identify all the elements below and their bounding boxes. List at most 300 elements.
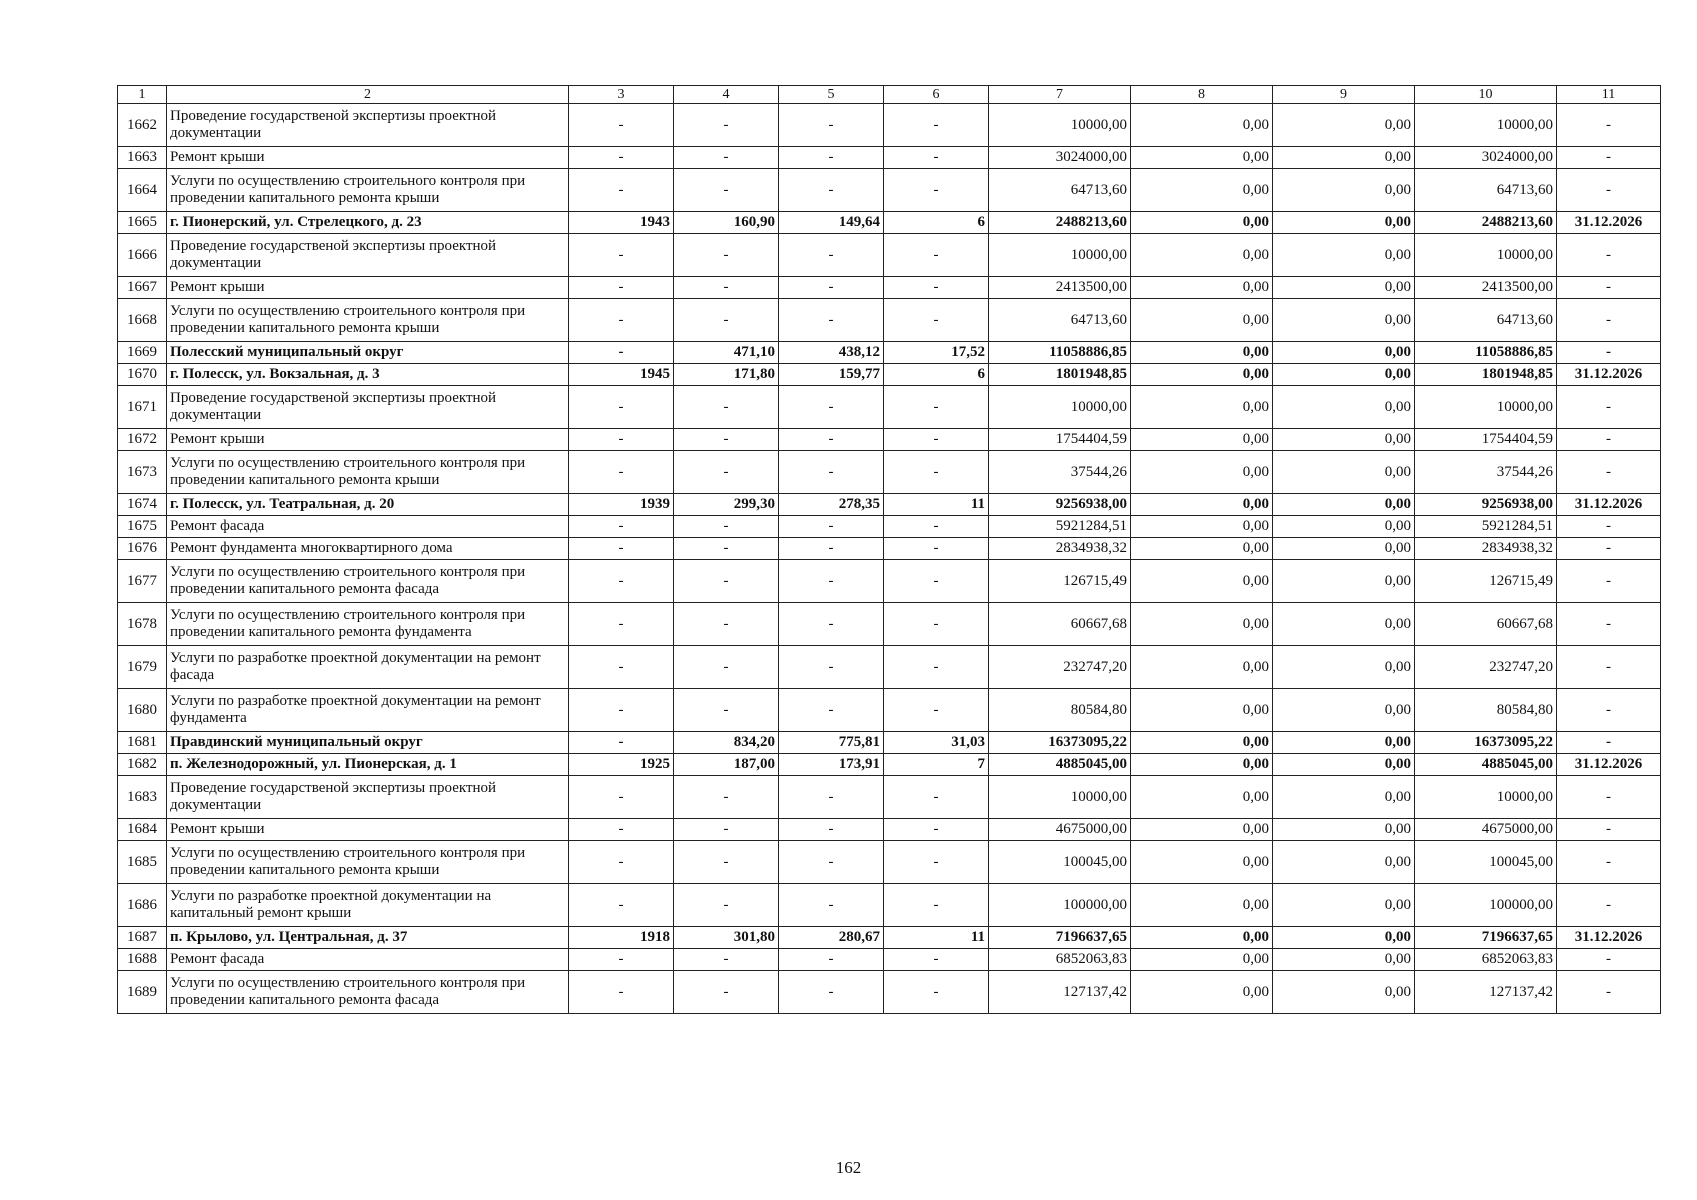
row-year: -	[569, 646, 674, 689]
row-total-cost: 4885045,00	[989, 754, 1131, 776]
row-name: Правдинский муниципальный округ	[167, 732, 569, 754]
row-name: Ремонт крыши	[167, 277, 569, 299]
row-count: -	[884, 884, 989, 927]
row-year: -	[569, 949, 674, 971]
row-count: -	[884, 646, 989, 689]
row-year: -	[569, 234, 674, 277]
row-cost-local: 5921284,51	[1415, 516, 1557, 538]
row-total-cost: 232747,20	[989, 646, 1131, 689]
works-table	[117, 85, 1661, 1014]
row-cost-regional: 0,00	[1273, 971, 1415, 1014]
row-name: г. Полесск, ул. Театральная, д. 20	[167, 494, 569, 516]
table-row	[118, 451, 1661, 494]
row-cost-local: 64713,60	[1415, 169, 1557, 212]
table-row	[118, 927, 1661, 949]
row-cost-federal: 0,00	[1131, 212, 1273, 234]
row-area-total: 171,80	[674, 364, 779, 386]
row-cost-federal: 0,00	[1131, 299, 1273, 342]
row-deadline: -	[1557, 603, 1661, 646]
row-name: Ремонт крыши	[167, 819, 569, 841]
row-cost-regional: 0,00	[1273, 949, 1415, 971]
row-cost-regional: 0,00	[1273, 494, 1415, 516]
row-area-living: -	[779, 776, 884, 819]
row-area-living: -	[779, 841, 884, 884]
row-area-living: -	[779, 819, 884, 841]
row-area-living: -	[779, 147, 884, 169]
row-year: -	[569, 884, 674, 927]
header-cell: 8	[1131, 86, 1273, 104]
row-cost-regional: 0,00	[1273, 147, 1415, 169]
row-area-total: -	[674, 169, 779, 212]
row-number: 1689	[118, 971, 167, 1014]
row-cost-local: 4675000,00	[1415, 819, 1557, 841]
row-name: Проведение государственой экспертизы проектной документации	[167, 104, 569, 147]
row-cost-local: 9256938,00	[1415, 494, 1557, 516]
row-area-living: 159,77	[779, 364, 884, 386]
row-cost-local: 6852063,83	[1415, 949, 1557, 971]
row-deadline: -	[1557, 299, 1661, 342]
row-number: 1687	[118, 927, 167, 949]
row-cost-local: 1754404,59	[1415, 429, 1557, 451]
row-deadline: -	[1557, 429, 1661, 451]
row-cost-regional: 0,00	[1273, 754, 1415, 776]
row-name: Проведение государственой экспертизы проектной документации	[167, 386, 569, 429]
row-total-cost: 3024000,00	[989, 147, 1131, 169]
row-cost-federal: 0,00	[1131, 451, 1273, 494]
row-cost-federal: 0,00	[1131, 364, 1273, 386]
table-row	[118, 776, 1661, 819]
row-area-total: -	[674, 971, 779, 1014]
row-area-total: -	[674, 646, 779, 689]
row-year: -	[569, 104, 674, 147]
row-cost-regional: 0,00	[1273, 776, 1415, 819]
header-cell: 5	[779, 86, 884, 104]
row-count: -	[884, 689, 989, 732]
table-row	[118, 560, 1661, 603]
row-area-living: 278,35	[779, 494, 884, 516]
row-cost-federal: 0,00	[1131, 342, 1273, 364]
table-row	[118, 646, 1661, 689]
table-row	[118, 494, 1661, 516]
row-cost-regional: 0,00	[1273, 234, 1415, 277]
row-area-living: -	[779, 884, 884, 927]
table-row	[118, 364, 1661, 386]
row-area-total: 301,80	[674, 927, 779, 949]
row-total-cost: 64713,60	[989, 169, 1131, 212]
row-total-cost: 37544,26	[989, 451, 1131, 494]
row-cost-regional: 0,00	[1273, 538, 1415, 560]
row-area-total: -	[674, 538, 779, 560]
row-area-total: -	[674, 299, 779, 342]
row-count: -	[884, 386, 989, 429]
row-area-total: 471,10	[674, 342, 779, 364]
row-count: -	[884, 169, 989, 212]
header-cell: 9	[1273, 86, 1415, 104]
row-area-living: -	[779, 386, 884, 429]
row-name: Ремонт крыши	[167, 429, 569, 451]
row-count: -	[884, 147, 989, 169]
row-cost-local: 126715,49	[1415, 560, 1557, 603]
row-cost-federal: 0,00	[1131, 516, 1273, 538]
row-area-total: -	[674, 689, 779, 732]
row-count: -	[884, 516, 989, 538]
row-cost-federal: 0,00	[1131, 776, 1273, 819]
row-cost-federal: 0,00	[1131, 971, 1273, 1014]
row-deadline: -	[1557, 147, 1661, 169]
row-total-cost: 9256938,00	[989, 494, 1131, 516]
table-row	[118, 429, 1661, 451]
row-name: Ремонт фасада	[167, 949, 569, 971]
row-deadline: -	[1557, 538, 1661, 560]
row-total-cost: 5921284,51	[989, 516, 1131, 538]
row-area-living: -	[779, 646, 884, 689]
row-count: -	[884, 234, 989, 277]
row-deadline: 31.12.2026	[1557, 212, 1661, 234]
row-cost-local: 232747,20	[1415, 646, 1557, 689]
row-year: -	[569, 516, 674, 538]
row-year: -	[569, 386, 674, 429]
table-row	[118, 971, 1661, 1014]
row-area-living: -	[779, 538, 884, 560]
row-deadline: -	[1557, 516, 1661, 538]
row-area-total: -	[674, 560, 779, 603]
row-name: Проведение государственой экспертизы проектной документации	[167, 234, 569, 277]
row-year: -	[569, 299, 674, 342]
header-cell: 3	[569, 86, 674, 104]
row-area-living: 280,67	[779, 927, 884, 949]
row-cost-regional: 0,00	[1273, 212, 1415, 234]
row-area-total: -	[674, 776, 779, 819]
row-area-living: 775,81	[779, 732, 884, 754]
row-cost-federal: 0,00	[1131, 234, 1273, 277]
row-year: -	[569, 429, 674, 451]
row-cost-regional: 0,00	[1273, 342, 1415, 364]
row-number: 1682	[118, 754, 167, 776]
row-year: -	[569, 689, 674, 732]
row-year: -	[569, 147, 674, 169]
row-name: Услуги по осуществлению строительного контроля при проведении капитального ремонта крыши	[167, 169, 569, 212]
table-row	[118, 386, 1661, 429]
row-area-total: -	[674, 819, 779, 841]
row-year: -	[569, 342, 674, 364]
column-number-header	[118, 86, 1661, 104]
row-number: 1664	[118, 169, 167, 212]
row-cost-regional: 0,00	[1273, 841, 1415, 884]
row-number: 1683	[118, 776, 167, 819]
header-cell: 10	[1415, 86, 1557, 104]
row-area-living: -	[779, 689, 884, 732]
row-area-living: -	[779, 949, 884, 971]
row-cost-federal: 0,00	[1131, 603, 1273, 646]
row-cost-regional: 0,00	[1273, 646, 1415, 689]
row-name: п. Железнодорожный, ул. Пионерская, д. 1	[167, 754, 569, 776]
row-area-living: -	[779, 299, 884, 342]
row-deadline: -	[1557, 819, 1661, 841]
row-cost-federal: 0,00	[1131, 429, 1273, 451]
row-cost-local: 3024000,00	[1415, 147, 1557, 169]
row-total-cost: 100045,00	[989, 841, 1131, 884]
row-cost-federal: 0,00	[1131, 646, 1273, 689]
row-area-living: -	[779, 104, 884, 147]
row-total-cost: 7196637,65	[989, 927, 1131, 949]
row-year: 1943	[569, 212, 674, 234]
row-total-cost: 11058886,85	[989, 342, 1131, 364]
table-row	[118, 603, 1661, 646]
table-row	[118, 949, 1661, 971]
row-deadline: 31.12.2026	[1557, 494, 1661, 516]
row-count: 17,52	[884, 342, 989, 364]
row-deadline: -	[1557, 646, 1661, 689]
row-total-cost: 10000,00	[989, 776, 1131, 819]
row-area-living: 149,64	[779, 212, 884, 234]
row-count: -	[884, 560, 989, 603]
row-name: Проведение государственой экспертизы проектной документации	[167, 776, 569, 819]
table-row	[118, 884, 1661, 927]
row-year: -	[569, 277, 674, 299]
row-number: 1672	[118, 429, 167, 451]
row-total-cost: 2834938,32	[989, 538, 1131, 560]
row-cost-federal: 0,00	[1131, 169, 1273, 212]
row-cost-federal: 0,00	[1131, 689, 1273, 732]
row-cost-regional: 0,00	[1273, 927, 1415, 949]
row-area-total: -	[674, 841, 779, 884]
row-count: -	[884, 603, 989, 646]
row-year: 1925	[569, 754, 674, 776]
row-area-living: -	[779, 560, 884, 603]
row-name: Услуги по осуществлению строительного контроля при проведении капитального ремонта крыши	[167, 299, 569, 342]
row-cost-local: 80584,80	[1415, 689, 1557, 732]
row-number: 1676	[118, 538, 167, 560]
row-count: -	[884, 949, 989, 971]
row-area-living: -	[779, 234, 884, 277]
row-cost-local: 11058886,85	[1415, 342, 1557, 364]
row-count: 7	[884, 754, 989, 776]
row-number: 1685	[118, 841, 167, 884]
table-row	[118, 754, 1661, 776]
row-cost-local: 1801948,85	[1415, 364, 1557, 386]
row-year: -	[569, 169, 674, 212]
row-total-cost: 2488213,60	[989, 212, 1131, 234]
row-area-living: -	[779, 429, 884, 451]
row-area-total: 834,20	[674, 732, 779, 754]
row-number: 1684	[118, 819, 167, 841]
row-area-living: -	[779, 169, 884, 212]
row-cost-local: 100000,00	[1415, 884, 1557, 927]
header-cell: 2	[167, 86, 569, 104]
row-name: г. Пионерский, ул. Стрелецкого, д. 23	[167, 212, 569, 234]
row-count: -	[884, 819, 989, 841]
header-cell: 11	[1557, 86, 1661, 104]
row-count: -	[884, 971, 989, 1014]
row-area-total: 160,90	[674, 212, 779, 234]
row-cost-regional: 0,00	[1273, 277, 1415, 299]
row-count: -	[884, 841, 989, 884]
row-cost-local: 100045,00	[1415, 841, 1557, 884]
row-deadline: -	[1557, 104, 1661, 147]
table-row	[118, 819, 1661, 841]
row-area-total: -	[674, 884, 779, 927]
row-deadline: 31.12.2026	[1557, 927, 1661, 949]
row-year: 1945	[569, 364, 674, 386]
row-number: 1673	[118, 451, 167, 494]
row-cost-federal: 0,00	[1131, 560, 1273, 603]
row-deadline: -	[1557, 451, 1661, 494]
row-cost-regional: 0,00	[1273, 516, 1415, 538]
row-deadline: -	[1557, 971, 1661, 1014]
row-area-total: -	[674, 386, 779, 429]
row-cost-local: 10000,00	[1415, 776, 1557, 819]
row-count: 31,03	[884, 732, 989, 754]
row-cost-local: 60667,68	[1415, 603, 1557, 646]
row-deadline: -	[1557, 169, 1661, 212]
row-year: -	[569, 776, 674, 819]
row-cost-regional: 0,00	[1273, 819, 1415, 841]
row-number: 1671	[118, 386, 167, 429]
row-year: -	[569, 538, 674, 560]
row-cost-federal: 0,00	[1131, 949, 1273, 971]
row-year: -	[569, 560, 674, 603]
row-total-cost: 10000,00	[989, 104, 1131, 147]
row-total-cost: 60667,68	[989, 603, 1131, 646]
row-cost-local: 10000,00	[1415, 386, 1557, 429]
row-cost-local: 2834938,32	[1415, 538, 1557, 560]
row-deadline: -	[1557, 949, 1661, 971]
row-number: 1666	[118, 234, 167, 277]
row-cost-federal: 0,00	[1131, 104, 1273, 147]
table-row	[118, 299, 1661, 342]
row-count: 6	[884, 212, 989, 234]
table-row	[118, 147, 1661, 169]
row-name: Полесский муниципальный округ	[167, 342, 569, 364]
row-year: -	[569, 451, 674, 494]
row-name: Ремонт крыши	[167, 147, 569, 169]
row-number: 1678	[118, 603, 167, 646]
row-cost-regional: 0,00	[1273, 169, 1415, 212]
row-cost-regional: 0,00	[1273, 429, 1415, 451]
row-count: -	[884, 104, 989, 147]
row-total-cost: 4675000,00	[989, 819, 1131, 841]
row-name: Услуги по разработке проектной документации на ремонт фундамента	[167, 689, 569, 732]
row-name: Услуги по осуществлению строительного контроля при проведении капитального ремонта фасада	[167, 971, 569, 1014]
table-row	[118, 516, 1661, 538]
row-area-total: 187,00	[674, 754, 779, 776]
table-row	[118, 234, 1661, 277]
row-number: 1680	[118, 689, 167, 732]
row-area-total: -	[674, 949, 779, 971]
row-name: Ремонт фундамента многоквартирного дома	[167, 538, 569, 560]
row-total-cost: 2413500,00	[989, 277, 1131, 299]
row-deadline: -	[1557, 560, 1661, 603]
row-cost-federal: 0,00	[1131, 386, 1273, 429]
table-row	[118, 169, 1661, 212]
row-number: 1667	[118, 277, 167, 299]
row-count: -	[884, 538, 989, 560]
row-cost-federal: 0,00	[1131, 819, 1273, 841]
row-area-total: -	[674, 451, 779, 494]
table-row	[118, 732, 1661, 754]
row-cost-regional: 0,00	[1273, 689, 1415, 732]
row-cost-federal: 0,00	[1131, 927, 1273, 949]
row-cost-federal: 0,00	[1131, 884, 1273, 927]
row-total-cost: 64713,60	[989, 299, 1131, 342]
row-number: 1675	[118, 516, 167, 538]
table-row	[118, 342, 1661, 364]
row-name: Услуги по осуществлению строительного контроля при проведении капитального ремонта фундамента	[167, 603, 569, 646]
row-total-cost: 80584,80	[989, 689, 1131, 732]
row-number: 1681	[118, 732, 167, 754]
row-number: 1679	[118, 646, 167, 689]
row-number: 1668	[118, 299, 167, 342]
row-name: п. Крылово, ул. Центральная, д. 37	[167, 927, 569, 949]
row-cost-local: 2413500,00	[1415, 277, 1557, 299]
table-row	[118, 841, 1661, 884]
row-total-cost: 16373095,22	[989, 732, 1131, 754]
row-cost-local: 2488213,60	[1415, 212, 1557, 234]
table-row	[118, 212, 1661, 234]
row-area-total: -	[674, 277, 779, 299]
row-cost-federal: 0,00	[1131, 494, 1273, 516]
row-year: -	[569, 971, 674, 1014]
row-number: 1669	[118, 342, 167, 364]
row-count: 11	[884, 927, 989, 949]
row-area-total: -	[674, 603, 779, 646]
row-total-cost: 1754404,59	[989, 429, 1131, 451]
row-name: Услуги по осуществлению строительного контроля при проведении капитального ремонта крыши	[167, 841, 569, 884]
row-deadline: -	[1557, 841, 1661, 884]
row-number: 1677	[118, 560, 167, 603]
row-cost-federal: 0,00	[1131, 841, 1273, 884]
row-cost-regional: 0,00	[1273, 386, 1415, 429]
header-cell: 7	[989, 86, 1131, 104]
row-year: 1918	[569, 927, 674, 949]
row-area-living: -	[779, 971, 884, 1014]
row-count: 6	[884, 364, 989, 386]
header-cell: 6	[884, 86, 989, 104]
row-count: -	[884, 299, 989, 342]
row-number: 1663	[118, 147, 167, 169]
row-cost-local: 7196637,65	[1415, 927, 1557, 949]
row-total-cost: 1801948,85	[989, 364, 1131, 386]
row-name: Услуги по разработке проектной документации на ремонт фасада	[167, 646, 569, 689]
row-area-total: -	[674, 429, 779, 451]
row-area-living: -	[779, 516, 884, 538]
row-name: г. Полесск, ул. Вокзальная, д. 3	[167, 364, 569, 386]
row-cost-regional: 0,00	[1273, 884, 1415, 927]
table-row	[118, 538, 1661, 560]
row-total-cost: 6852063,83	[989, 949, 1131, 971]
row-area-total: -	[674, 104, 779, 147]
row-year: 1939	[569, 494, 674, 516]
row-number: 1670	[118, 364, 167, 386]
header-cell: 4	[674, 86, 779, 104]
row-cost-local: 127137,42	[1415, 971, 1557, 1014]
row-cost-local: 16373095,22	[1415, 732, 1557, 754]
row-deadline: -	[1557, 689, 1661, 732]
row-area-living: -	[779, 277, 884, 299]
row-deadline: -	[1557, 776, 1661, 819]
row-area-total: -	[674, 516, 779, 538]
row-deadline: -	[1557, 234, 1661, 277]
table-row	[118, 277, 1661, 299]
row-deadline: -	[1557, 342, 1661, 364]
row-number: 1674	[118, 494, 167, 516]
row-year: -	[569, 819, 674, 841]
row-cost-federal: 0,00	[1131, 538, 1273, 560]
row-cost-regional: 0,00	[1273, 732, 1415, 754]
row-area-total: -	[674, 234, 779, 277]
row-cost-federal: 0,00	[1131, 147, 1273, 169]
row-cost-regional: 0,00	[1273, 364, 1415, 386]
